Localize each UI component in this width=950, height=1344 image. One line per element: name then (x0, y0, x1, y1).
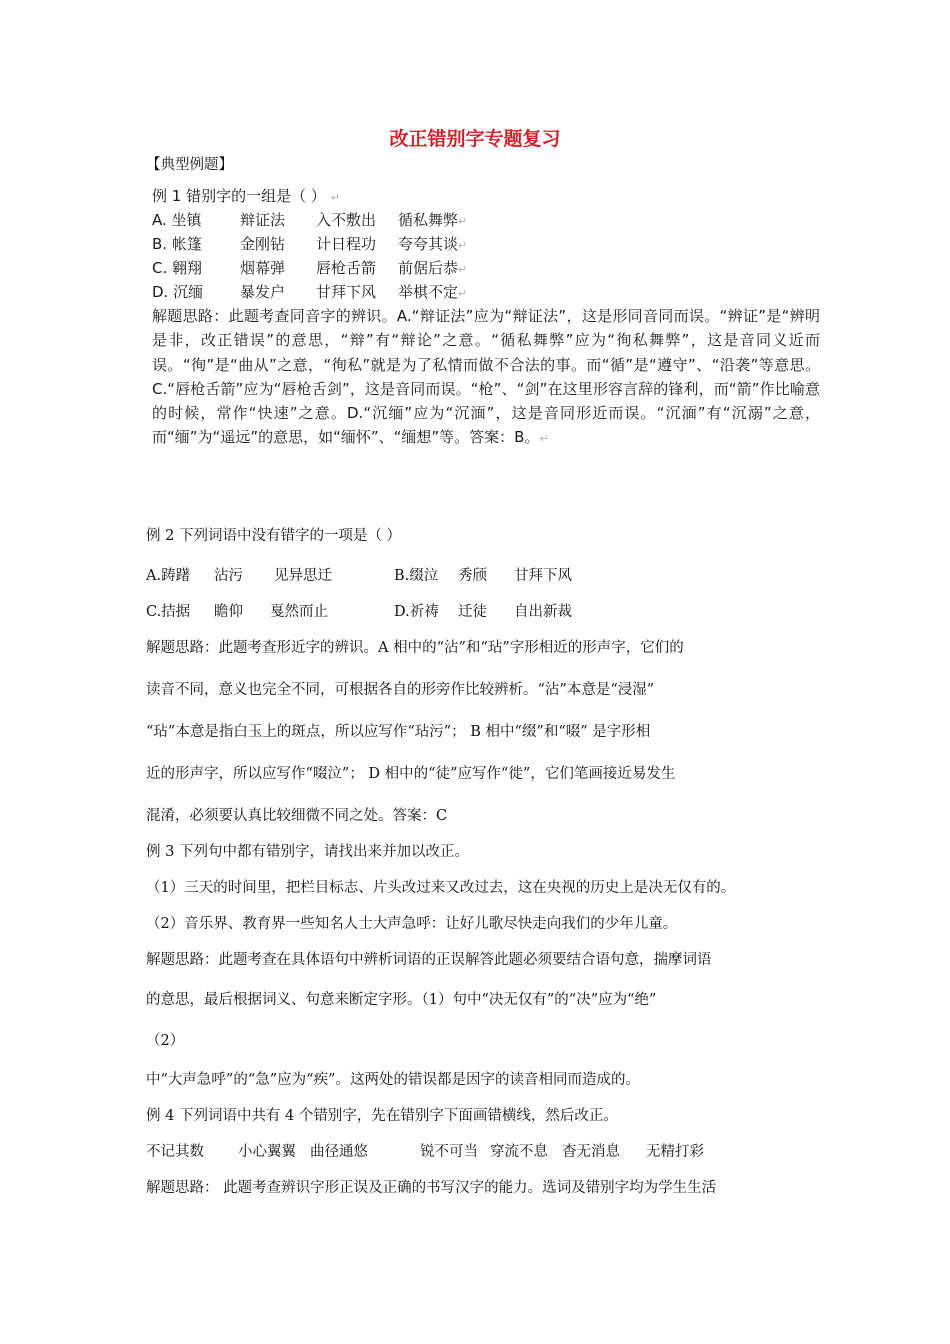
example-1-option-b: B. 帐篷 金刚钻 计日程功 夸夸其谈↵ (152, 235, 468, 253)
example-2-explanation-line: 近的形声字，所以应写作“啜泣”； D 相中的“徒”应写作“徙”，它们笔画接近易发生 (146, 766, 676, 782)
example-3-explanation-line: 的意思，最后根据词义、句意来断定字形。（1）句中“决无仅有”的“决”应为“绝” (146, 992, 657, 1008)
example-1-option-a: A. 坐镇 辩证法 入不敷出 循私舞弊↵ (152, 211, 468, 229)
example-1-option-c: C. 翱翔 烟幕弹 唇枪舌箭 前倨后恭↵ (152, 259, 468, 277)
section-heading: 【典型例题】 (146, 157, 233, 173)
example-3-item-2: （2）音乐界、教育界一些知名人士大声急呼：让好儿歌尽快走向我们的少年儿童。 (146, 916, 678, 932)
example-3-explanation-line: （2） (146, 1033, 185, 1049)
example-1-explanation: 解题思路：此题考查同音字的辨识。A.“辩证法”应为“辩证法”，这是形同音同而误。“辨证”是“辨明是非，改正错误”的意思，“辩”有“辩论”之意。“循私舞弊”应为“徇私舞弊”，这是音同义近而误。“徇”是“曲从”之意，“徇私”就是为了私情而做不合法的事。而“循”是“遵守”、“沿袭”等意思。C.“唇枪舌箭”应为“唇枪舌剑”，这是音同而误。“枪”、“剑”在这里形容言辞的锋利，而“箭”作比喻意的时候，常作“快速”之意。D.“沉缅”应为“沉湎”，这是音同形近而误。“沉湎”有“沉溺”之意，而“缅”为“遥远”的意思，如“缅怀”、“缅想”等。答案：B。↵ (152, 307, 820, 447)
example-4-explanation: 解题思路： 此题考查辨识字形正误及正确的书写汉字的能力。选词及错别字均为学生生活 (146, 1180, 717, 1196)
page-title: 改正错别字专题复习 (389, 128, 561, 150)
example-4-question: 例 4 下列词语中共有 4 个错别字，先在错别字下面画错横线，然后改正。 (146, 1108, 618, 1124)
example-2-explanation-line: 解题思路：此题考查形近字的辨识。A 相中的“沾”和“玷”字形相近的形声字，它们的 (146, 640, 684, 656)
example-2-explanation-line: 读音不同，意义也完全不同，可根据各自的形旁作比较辨析。“沾”本意是“浸湿” (146, 682, 655, 698)
example-2-options-ab: A.踌躇 沾污 见异思迁 B.缀泣 秀颀 甘拜下风 (146, 568, 572, 584)
example-2-explanation-line: 混淆，必须要认真比较细微不同之处。答案：C (146, 808, 448, 824)
example-4-words: 不记其数 小心翼翼 曲径通悠 锐不可当 穿流不息 杳无消息 无精打彩 (146, 1144, 704, 1160)
example-2-options-cd: C.拮据 瞻仰 戛然而止 D.祈祷 迁徒 自出新裁 (146, 604, 572, 620)
example-3-question: 例 3 下列句中都有错别字，请找出来并加以改正。 (146, 844, 469, 860)
example-1-block (152, 184, 822, 452)
example-3-explanation-line: 中“大声急呼”的“急”应为“疾”。这两处的错误都是因字的读音相同而造成的。 (146, 1072, 640, 1088)
example-3-item-1: （1）三天的时间里，把栏目标志、片头改过来又改过去，这在央视的历史上是决无仅有的。 (146, 880, 736, 896)
example-2-question: 例 2 下列词语中没有错字的一项是（ ） (146, 528, 402, 544)
example-1-question: 例 1 错别字的一组是（ ） ↵ (152, 187, 340, 205)
example-3-explanation-line: 解题思路：此题考查在具体语句中辨析词语的正误解答此题必须要结合语句意，揣摩词语 (146, 952, 712, 968)
example-1-option-d: D. 沉缅 暴发户 甘拜下风 举棋不定↵ (152, 283, 468, 301)
example-2-explanation-line: “玷”本意是指白玉上的斑点，所以应写作“玷污”； B 相中“缀”和“啜” 是字形相 (146, 724, 651, 740)
